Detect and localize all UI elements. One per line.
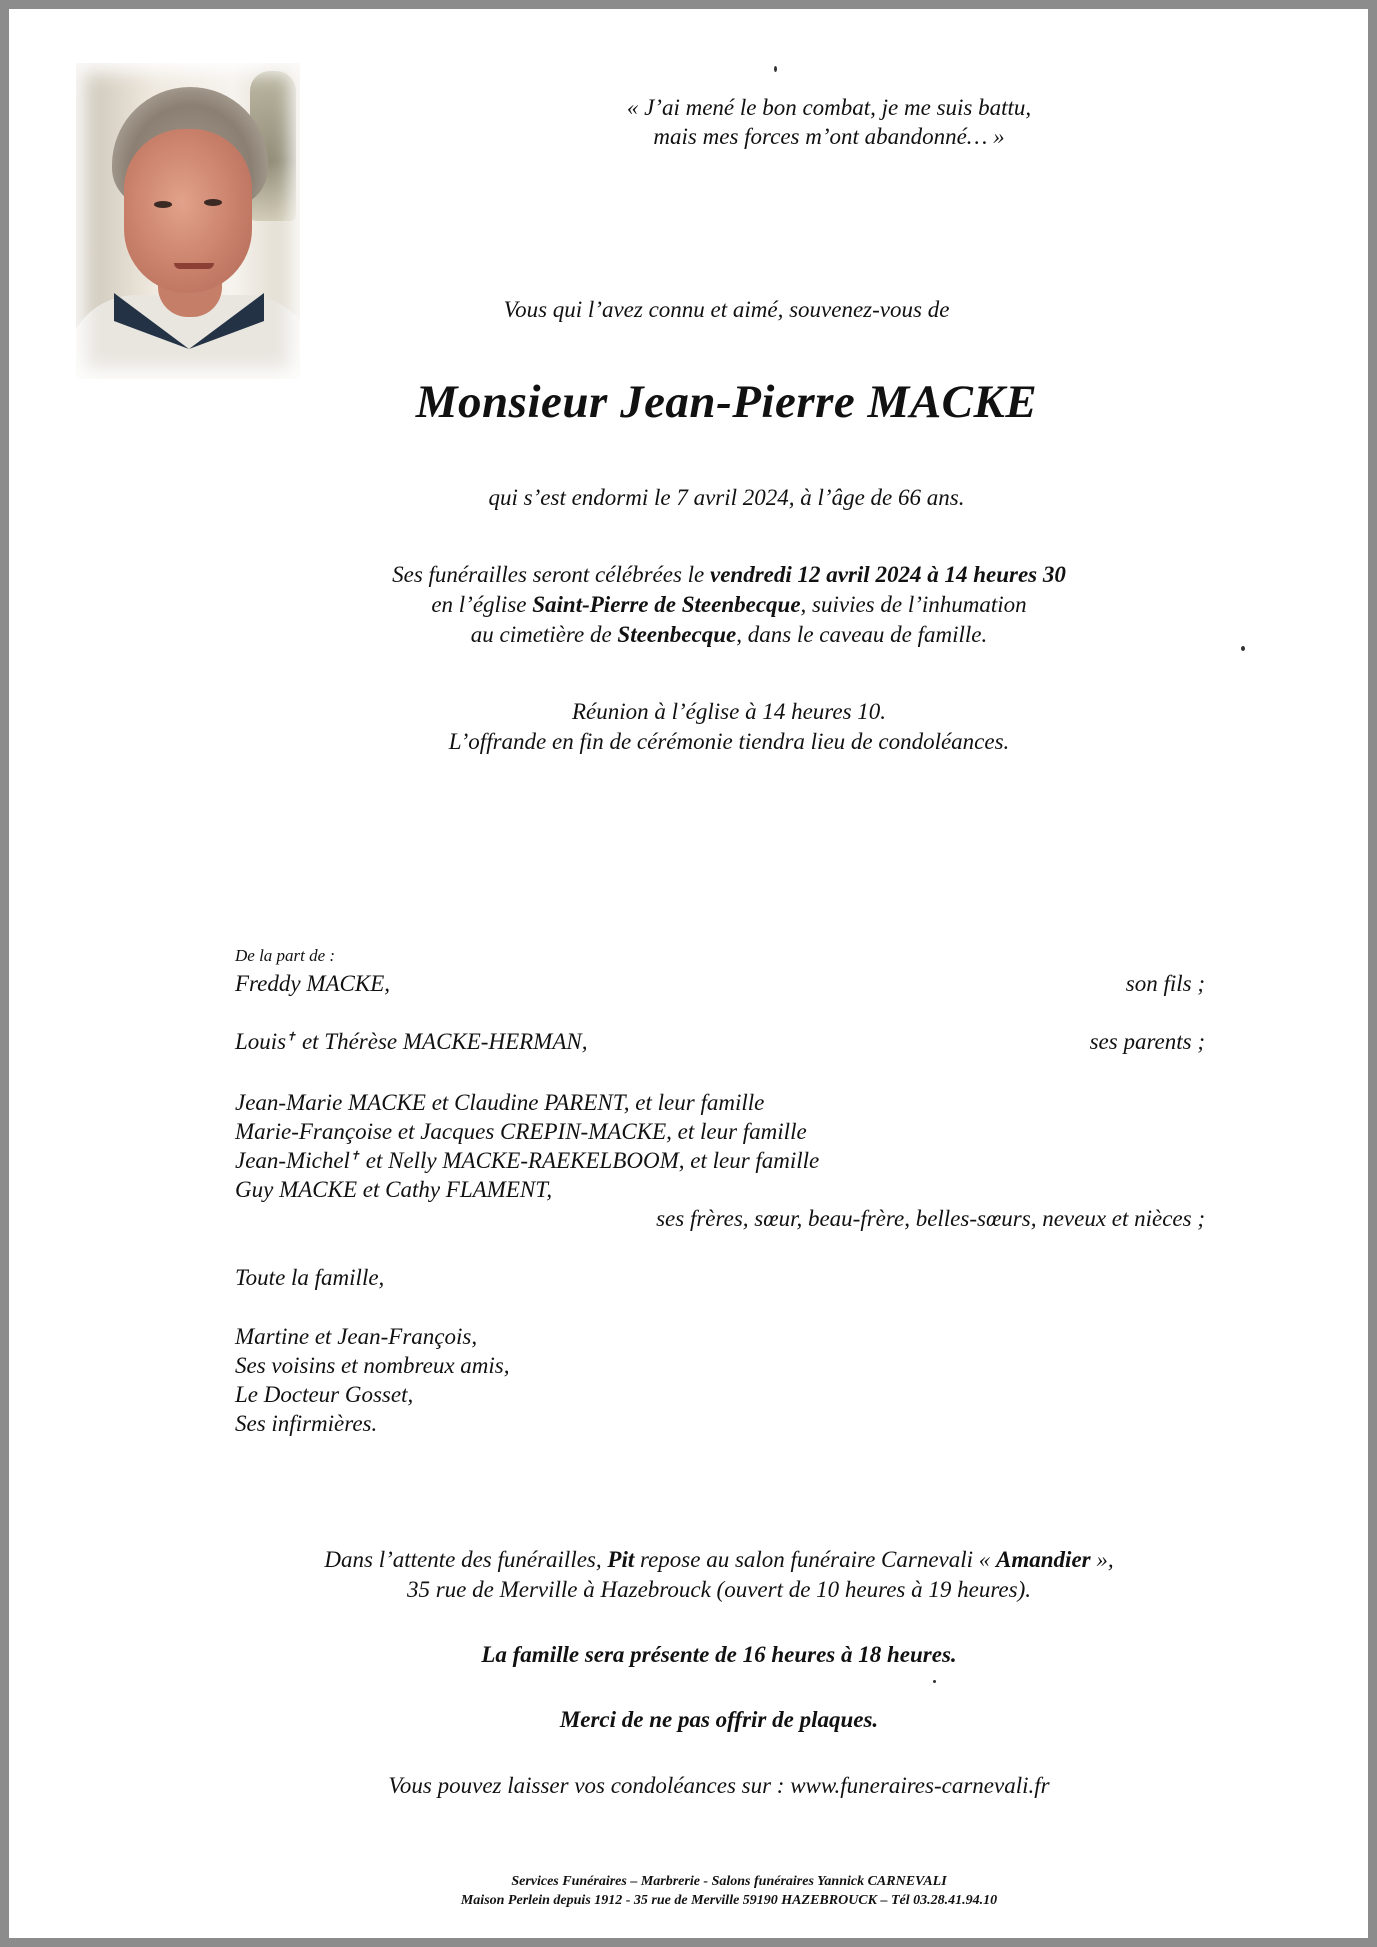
wake-details: Dans l’attente des funérailles, Pit repose au salon funéraire Carnevali « Amandier », 35 rue de Merville à Hazebrouck (ouvert de 10 heures à 19 heures). [324,1547,1114,1602]
condolences-link: Vous pouvez laisser vos condoléances sur : www.funeraires-carnevali.fr [388,1773,1050,1798]
sibling-line: Marie-Françoise et Jacques CREPIN-MACKE, et leur famille [235,1119,807,1144]
obituary-sheet [9,9,1368,1938]
from-label: De la part de : [235,946,336,965]
other-line: Martine et Jean-François, [235,1324,478,1349]
sibling-line: Jean-Marie MACKE et Claudine PARENT, et leur famille [235,1090,765,1115]
portrait-photo [76,63,300,379]
family-presence-note: La famille sera présente de 16 heures à 18 heures. [481,1642,957,1667]
sibling-line: Guy MACKE et Cathy FLAMENT, [235,1177,553,1202]
no-plaques-note: Merci de ne pas offrir de plaques. [559,1707,879,1732]
funeral-details: Ses funérailles seront célébrées le vendredi 12 avril 2024 à 14 heures 30 en l’église Saint-Pierre de Steenbecque, suivies de l’inhumation au cimetière de Steenbecque, dans le caveau de famille. [392,562,1066,647]
cemetery-name: Steenbecque [617,622,737,647]
siblings-relation-row: ses frères, sœur, beau-frère, belles-sœurs, neveux et nièces ; [656,1206,1205,1231]
epitaph-quote [549,93,1109,151]
nickname: Pit [607,1547,635,1572]
deceased-name: Monsieur Jean-Pierre MACKE [415,376,1038,428]
other-line: Ses voisins et nombreux amis, [235,1353,510,1378]
scan-speck [774,66,777,72]
quote-line-1: « J’ai mené le bon combat, je me suis battu, [626,95,1032,120]
family-row-parents: Louis✝ et Thérèse MACKE-HERMAN, ses parents ; [235,1029,1205,1054]
funeral-date: vendredi 12 avril 2024 à 14 heures 30 [710,562,1066,587]
salon-name: Amandier [996,1547,1091,1572]
sibling-line: Jean-Michel✝ et Nelly MACKE-RAEKELBOOM, et leur famille [235,1148,820,1173]
scan-speck [1241,646,1245,651]
scan-speck [933,1680,936,1683]
all-family-line: Toute la famille, [235,1265,385,1290]
intro-text: Vous qui l’avez connu et aimé, souvenez-vous de [503,297,950,322]
cross-icon: ✝ [286,1029,297,1044]
cross-icon: ✝ [349,1148,360,1163]
other-line: Le Docteur Gosset, [235,1382,414,1407]
quote-line-2: mais mes forces m’ont abandonné… » [653,124,1005,149]
other-line: Ses infirmières. [235,1411,378,1436]
death-notice: qui s’est endormi le 7 avril 2024, à l’âge de 66 ans. [488,485,965,510]
family-row-son: Freddy MACKE, son fils ; [235,971,1205,996]
funeral-home-footer: Services Funéraires – Marbrerie - Salons funéraires Yannick CARNEVALI Maison Perlein depuis 1912 - 35 rue de Merville 59190 HAZEBROUCK – Tél 03.28.41.94.10 [460,1874,998,1908]
church-name: Saint-Pierre de Steenbecque [532,592,801,617]
reunion-details: Réunion à l’église à 14 heures 10. L’offrande en fin de cérémonie tiendra lieu de condoléances. [448,699,1010,754]
